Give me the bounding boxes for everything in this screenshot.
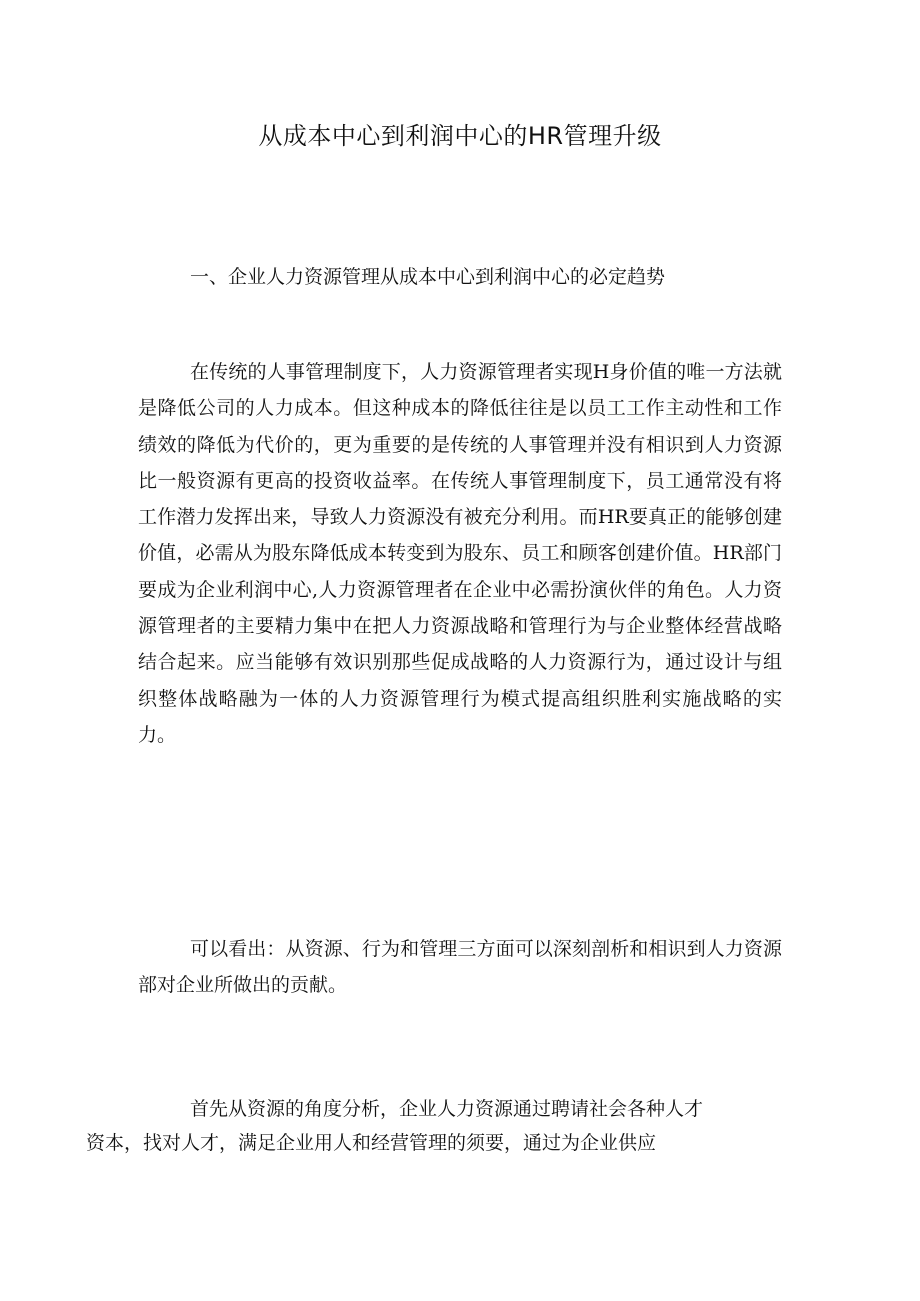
paragraph-3-line-1: 首先从资源的角度分析，企业人力资源通过聘请社会各种人才 (190, 1098, 704, 1120)
section-heading: 一、企业人力资源管理从成本中心到利润中心的必定趋势 (190, 266, 666, 288)
body-paragraph-1: 在传统的人事管理制度下，人力资源管理者实现H身价值的唯一方法就是降低公司的人力成本。但这种成本的降低往往是以员工工作主动性和工作绩效的降低为代价的，更为重要的是传统的人事管理并没有相识到人力资源比一般资源有更高的投资收益率。在传统人事管理制度下，员工通常没有将工作潜力发挥出来，导致人力资源没有被充分利用。而HR要真正的能够创建价值，必需从为股东降低成本转变到为股东、员工和顾客创建价值。HR部门要成为企业利润中心,人力资源管理者在企业中必需扮演伙伴的角色。人力资源管理者的主要精力集中在把人力资源战略和管理行为与企业整体经营战略结合起来。应当能够有效识别那些促成战略的人力资源行为，通过设计与组织整体战略融为一体的人力资源管理行为模式提高组织胜利实施战略的实力。 (138, 361, 782, 746)
body-paragraph-3 (86, 1092, 758, 1160)
paragraph-3-line-2: 资本，找对人才，满足企业用人和经营管理的须要，通过为企业供应 (86, 1132, 657, 1154)
document-title: 从成本中心到利润中心的HR管理升级 (258, 122, 662, 150)
body-paragraph-2: 可以看出：从资源、行为和管理三方面可以深刻剖析和相识到人力资源部对企业所做出的贡献。 (138, 938, 782, 997)
